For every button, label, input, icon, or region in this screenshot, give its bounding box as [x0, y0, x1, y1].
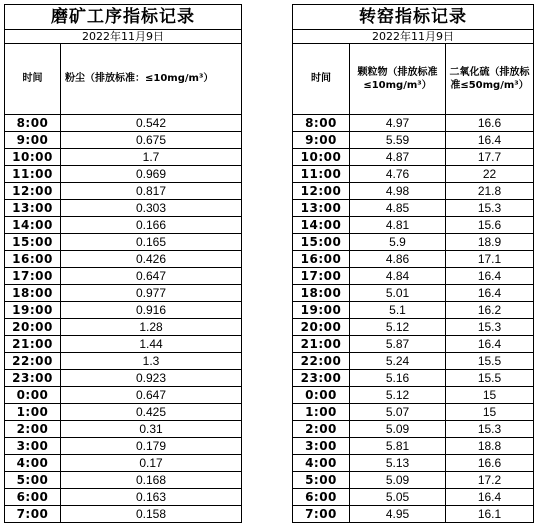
time-cell: 2:00: [5, 421, 61, 438]
time-cell: 19:00: [5, 302, 61, 319]
pm-value-cell: 5.9: [350, 234, 446, 251]
table-row: [293, 234, 534, 251]
table-row: [5, 132, 242, 149]
table-row: [293, 166, 534, 183]
dust-value-cell: 0.166: [61, 217, 242, 234]
table-row: [293, 404, 534, 421]
so2-value-cell: 16.6: [446, 115, 534, 132]
time-cell: 11:00: [5, 166, 61, 183]
table-row: [5, 336, 242, 353]
table-row: [293, 285, 534, 302]
table-row: [293, 336, 534, 353]
time-cell: 1:00: [5, 404, 61, 421]
time-cell: 13:00: [293, 200, 350, 217]
table-row: [5, 319, 242, 336]
so2-value-cell: 15.3: [446, 421, 534, 438]
table-row: [5, 115, 242, 132]
pm-value-cell: 4.97: [350, 115, 446, 132]
dust-value-cell: 0.168: [61, 472, 242, 489]
so2-value-cell: 16.4: [446, 336, 534, 353]
table-row: [293, 370, 534, 387]
kiln-table-date: 2022年11月9日: [293, 30, 534, 44]
table-row: [293, 302, 534, 319]
pm-value-cell: 5.13: [350, 455, 446, 472]
time-cell: 20:00: [5, 319, 61, 336]
table-row: [5, 200, 242, 217]
so2-value-cell: 16.1: [446, 506, 534, 523]
grinding-indicator-table: [4, 4, 242, 523]
so2-value-cell: 16.4: [446, 268, 534, 285]
dust-value-cell: 0.31: [61, 421, 242, 438]
pm-value-cell: 5.16: [350, 370, 446, 387]
table-row: [5, 285, 242, 302]
time-cell: 18:00: [293, 285, 350, 302]
time-cell: 12:00: [293, 183, 350, 200]
table-row: [5, 353, 242, 370]
pm-value-cell: 5.01: [350, 285, 446, 302]
table-row: [293, 183, 534, 200]
pm-value-cell: 4.87: [350, 149, 446, 166]
time-cell: 0:00: [293, 387, 350, 404]
table-row: [293, 217, 534, 234]
so2-value-cell: 16.6: [446, 455, 534, 472]
time-cell: 8:00: [5, 115, 61, 132]
table-row: [293, 115, 534, 132]
table-row: [293, 353, 534, 370]
table-row: [5, 387, 242, 404]
kiln-pm-header: 颗粒物（排放标准≤10mg/m³）: [350, 44, 446, 115]
kiln-table-title: 转窑指标记录: [293, 5, 534, 30]
pm-value-cell: 5.81: [350, 438, 446, 455]
table-row: [293, 455, 534, 472]
dust-value-cell: 0.647: [61, 387, 242, 404]
dust-value-cell: 0.303: [61, 200, 242, 217]
pm-value-cell: 4.95: [350, 506, 446, 523]
table-row: [5, 166, 242, 183]
time-cell: 3:00: [293, 438, 350, 455]
pm-value-cell: 5.87: [350, 336, 446, 353]
table-row: [5, 234, 242, 251]
dust-value-cell: 0.163: [61, 489, 242, 506]
so2-value-cell: 15.5: [446, 370, 534, 387]
pm-value-cell: 5.09: [350, 472, 446, 489]
dust-value-cell: 0.542: [61, 115, 242, 132]
pm-value-cell: 4.81: [350, 217, 446, 234]
pm-value-cell: 4.84: [350, 268, 446, 285]
table-row: [293, 251, 534, 268]
table-row: [293, 132, 534, 149]
table-row: [5, 251, 242, 268]
dust-value-cell: 0.179: [61, 438, 242, 455]
dust-value-cell: 0.916: [61, 302, 242, 319]
pm-value-cell: 5.09: [350, 421, 446, 438]
dust-value-cell: 0.977: [61, 285, 242, 302]
so2-value-cell: 18.9: [446, 234, 534, 251]
kiln-so2-header: 二氧化硫（排放标准≤50mg/m³）: [446, 44, 534, 115]
pm-value-cell: 4.98: [350, 183, 446, 200]
table-row: [293, 268, 534, 285]
so2-value-cell: 15.3: [446, 319, 534, 336]
so2-value-cell: 16.4: [446, 132, 534, 149]
pm-value-cell: 5.24: [350, 353, 446, 370]
table-row: [5, 370, 242, 387]
pm-value-cell: 5.05: [350, 489, 446, 506]
table-row: [5, 489, 242, 506]
time-cell: 0:00: [5, 387, 61, 404]
so2-value-cell: 16.4: [446, 285, 534, 302]
table-row: [293, 200, 534, 217]
so2-value-cell: 15.6: [446, 217, 534, 234]
table-row: [293, 506, 534, 523]
dust-value-cell: 0.675: [61, 132, 242, 149]
dust-value-cell: 1.7: [61, 149, 242, 166]
table-row: [5, 217, 242, 234]
so2-value-cell: 22: [446, 166, 534, 183]
dust-value-cell: 0.17: [61, 455, 242, 472]
dust-value-cell: 1.3: [61, 353, 242, 370]
time-cell: 17:00: [5, 268, 61, 285]
so2-value-cell: 18.8: [446, 438, 534, 455]
time-cell: 15:00: [293, 234, 350, 251]
time-cell: 16:00: [5, 251, 61, 268]
time-cell: 10:00: [5, 149, 61, 166]
pm-value-cell: 5.12: [350, 387, 446, 404]
time-cell: 3:00: [5, 438, 61, 455]
time-cell: 21:00: [5, 336, 61, 353]
dust-value-cell: 0.158: [61, 506, 242, 523]
time-cell: 14:00: [293, 217, 350, 234]
dust-value-cell: 0.165: [61, 234, 242, 251]
pm-value-cell: 5.07: [350, 404, 446, 421]
dust-value-cell: 1.28: [61, 319, 242, 336]
time-cell: 21:00: [293, 336, 350, 353]
dust-value-cell: 0.923: [61, 370, 242, 387]
time-cell: 17:00: [293, 268, 350, 285]
table-row: [293, 387, 534, 404]
table-row: [5, 268, 242, 285]
grinding-table-date: 2022年11月9日: [5, 30, 242, 44]
time-cell: 11:00: [293, 166, 350, 183]
dust-value-cell: 0.817: [61, 183, 242, 200]
time-cell: 7:00: [293, 506, 350, 523]
so2-value-cell: 15: [446, 387, 534, 404]
table-row: [293, 438, 534, 455]
table-row: [5, 149, 242, 166]
so2-value-cell: 16.4: [446, 489, 534, 506]
pm-value-cell: 4.76: [350, 166, 446, 183]
table-row: [293, 472, 534, 489]
pm-value-cell: 4.86: [350, 251, 446, 268]
time-cell: 13:00: [5, 200, 61, 217]
table-row: [5, 472, 242, 489]
time-cell: 22:00: [5, 353, 61, 370]
so2-value-cell: 21.8: [446, 183, 534, 200]
time-cell: 20:00: [293, 319, 350, 336]
pm-value-cell: 4.85: [350, 200, 446, 217]
pm-value-cell: 5.1: [350, 302, 446, 319]
kiln-time-header: 时间: [293, 44, 350, 115]
pm-value-cell: 5.12: [350, 319, 446, 336]
time-cell: 22:00: [293, 353, 350, 370]
table-row: [5, 421, 242, 438]
time-cell: 1:00: [293, 404, 350, 421]
pm-value-cell: 5.59: [350, 132, 446, 149]
so2-value-cell: 16.2: [446, 302, 534, 319]
so2-value-cell: 17.7: [446, 149, 534, 166]
time-cell: 10:00: [293, 149, 350, 166]
time-cell: 12:00: [5, 183, 61, 200]
so2-value-cell: 15.5: [446, 353, 534, 370]
time-cell: 6:00: [293, 489, 350, 506]
table-row: [5, 438, 242, 455]
table-row: [5, 506, 242, 523]
time-cell: 6:00: [5, 489, 61, 506]
so2-value-cell: 17.1: [446, 251, 534, 268]
time-cell: 23:00: [293, 370, 350, 387]
table-row: [5, 302, 242, 319]
time-cell: 5:00: [5, 472, 61, 489]
time-cell: 8:00: [293, 115, 350, 132]
table-row: [5, 455, 242, 472]
time-cell: 16:00: [293, 251, 350, 268]
time-cell: 14:00: [5, 217, 61, 234]
so2-value-cell: 15: [446, 404, 534, 421]
time-cell: 9:00: [5, 132, 61, 149]
table-row: [293, 149, 534, 166]
dust-value-cell: 0.425: [61, 404, 242, 421]
time-cell: 9:00: [293, 132, 350, 149]
table-row: [5, 404, 242, 421]
table-row: [293, 489, 534, 506]
grinding-dust-header: 粉尘（排放标准：≤10mg/m³）: [61, 44, 242, 115]
dust-value-cell: 0.426: [61, 251, 242, 268]
time-cell: 5:00: [293, 472, 350, 489]
table-row: [293, 421, 534, 438]
grinding-time-header: 时间: [5, 44, 61, 115]
dust-value-cell: 0.647: [61, 268, 242, 285]
dust-value-cell: 1.44: [61, 336, 242, 353]
so2-value-cell: 17.2: [446, 472, 534, 489]
time-cell: 23:00: [5, 370, 61, 387]
time-cell: 15:00: [5, 234, 61, 251]
time-cell: 4:00: [5, 455, 61, 472]
time-cell: 2:00: [293, 421, 350, 438]
time-cell: 18:00: [5, 285, 61, 302]
time-cell: 4:00: [293, 455, 350, 472]
table-row: [5, 183, 242, 200]
grinding-table-title: 磨矿工序指标记录: [5, 5, 242, 30]
so2-value-cell: 15.3: [446, 200, 534, 217]
kiln-indicator-table: [292, 4, 534, 523]
table-row: [293, 319, 534, 336]
time-cell: 19:00: [293, 302, 350, 319]
dust-value-cell: 0.969: [61, 166, 242, 183]
time-cell: 7:00: [5, 506, 61, 523]
